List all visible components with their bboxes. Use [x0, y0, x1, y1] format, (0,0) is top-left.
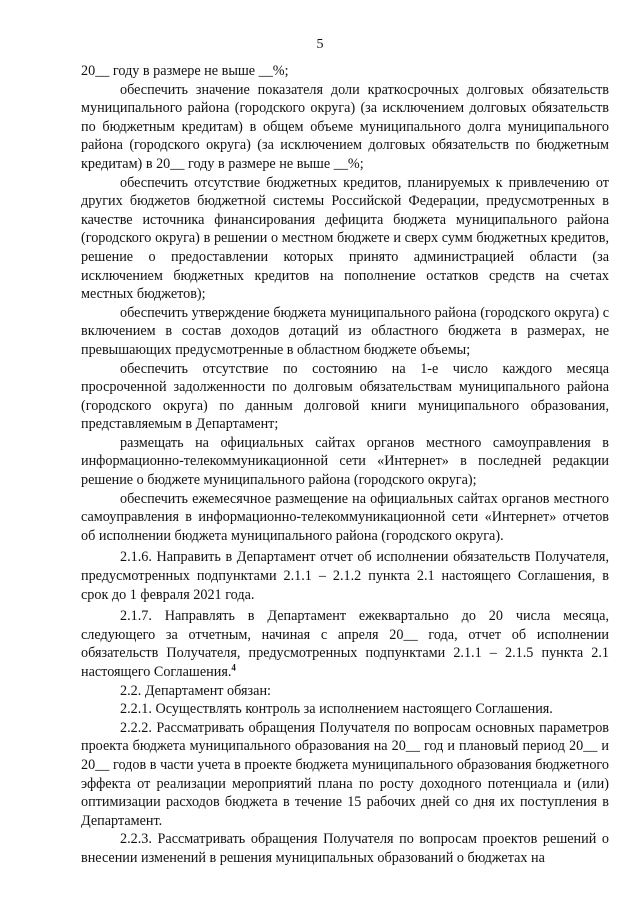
paragraph-2-2-1: 2.2.1. Осуществлять контроль за исполнением настоящего Соглашения. — [120, 701, 553, 718]
paragraph-monthly-reports: обеспечить ежемесячное размещение на официальных сайтах органов местного самоуправления в информационно-телекоммуникационной сети «Интернет» отчетов об исполнении бюджета муниципального района (городского округа). — [81, 490, 609, 544]
paragraph-2-1-6: 2.1.6. Направить в Департамент отчет об исполнении обязательств Получателя, предусмотренных подпунктами 2.1.1 – 2.1.2 пункта 2.1 настоящего Соглашения, в срок до 1 февраля 2021 года. — [81, 549, 609, 603]
paragraph-2-2-2: 2.2.2. Рассматривать обращения Получателя по вопросам основных параметров проекта бюджета муниципального образования на 20__ год и плановый период 20__ и 20__ годов в части учета в проекте бюджета муниципального образования бюджетного эффекта от реализации мероприятий плана по росту доходного потенциала и (или) оптимизации расходов бюджета в течение 15 рабочих дней со дня их поступления в Департамент. — [81, 719, 609, 829]
paragraph-budget-approval: обеспечить утверждение бюджета муниципального района (городского округа) с включением в состав доходов дотаций из областного бюджета в размерах, не превышающих предусмотренные в областном бюджете объемы; — [81, 304, 609, 358]
footnote-marker: 4 — [231, 662, 236, 673]
paragraph-publish-decision: размещать на официальных сайтах органов местного самоуправления в информационно-телекоммуникационной сети «Интернет» в последней редакции решение о бюджете муниципального района (городского округа); — [81, 434, 609, 489]
paragraph-budget-credits: обеспечить отсутствие бюджетных кредитов, планируемых к привлечению от других бюджетов бюджетной системы Российской Федерации, предусмотренных в качестве источника финансирования дефицита бюджета муниципального района (городского округа) в решении о местном бюджете и сверх сумм бюджетных кредитов, решение о предоставлении которых принято администрацией области (за исключением бюджетных кредитов на пополнение остатков средств на счетах местных бюджетов); — [81, 174, 609, 303]
paragraph-short-term-debt: обеспечить значение показателя доли краткосрочных долговых обязательств муниципального района (городского округа) (за исключением долговых обязательств по бюджетным кредитам) в общем объеме муниципального долга муниципального района (городского округа) (за исключением долговых обязательств по бюджетным кредитам) в 20__ году в размере не выше __%; — [81, 81, 609, 172]
paragraph-2-2-3: 2.2.3. Рассматривать обращения Получателя по вопросам проектов решений о внесении изменений в решения муниципальных образований о бюджетах на — [81, 831, 609, 866]
paragraph-2-2: 2.2. Департамент обязан: — [120, 682, 271, 699]
paragraph-2-1-7 — [81, 607, 609, 681]
paragraph-2-1-7-text: 2.1.7. Направлять в Департамент ежеквартально до 20 числа месяца, следующего за отчетным, начиная с апреля 20__ года, отчет об исполнении обязательств Получателя, предусмотренных подпунктами 2.1.1 – 2.1.5 пункта 2.1 настоящего Соглашения. — [81, 608, 609, 680]
document-body — [81, 62, 609, 868]
paragraph-continuation: 20__ году в размере не выше __%; — [81, 63, 289, 79]
page-number: 5 — [316, 37, 324, 52]
paragraph-overdue-debt: обеспечить отсутствие по состоянию на 1-е число каждого месяца просроченной задолженности по долговым обязательствам муниципального района (городского округа) по данным долговой книги муниципального образования, представляемым в Департамент; — [81, 360, 609, 433]
